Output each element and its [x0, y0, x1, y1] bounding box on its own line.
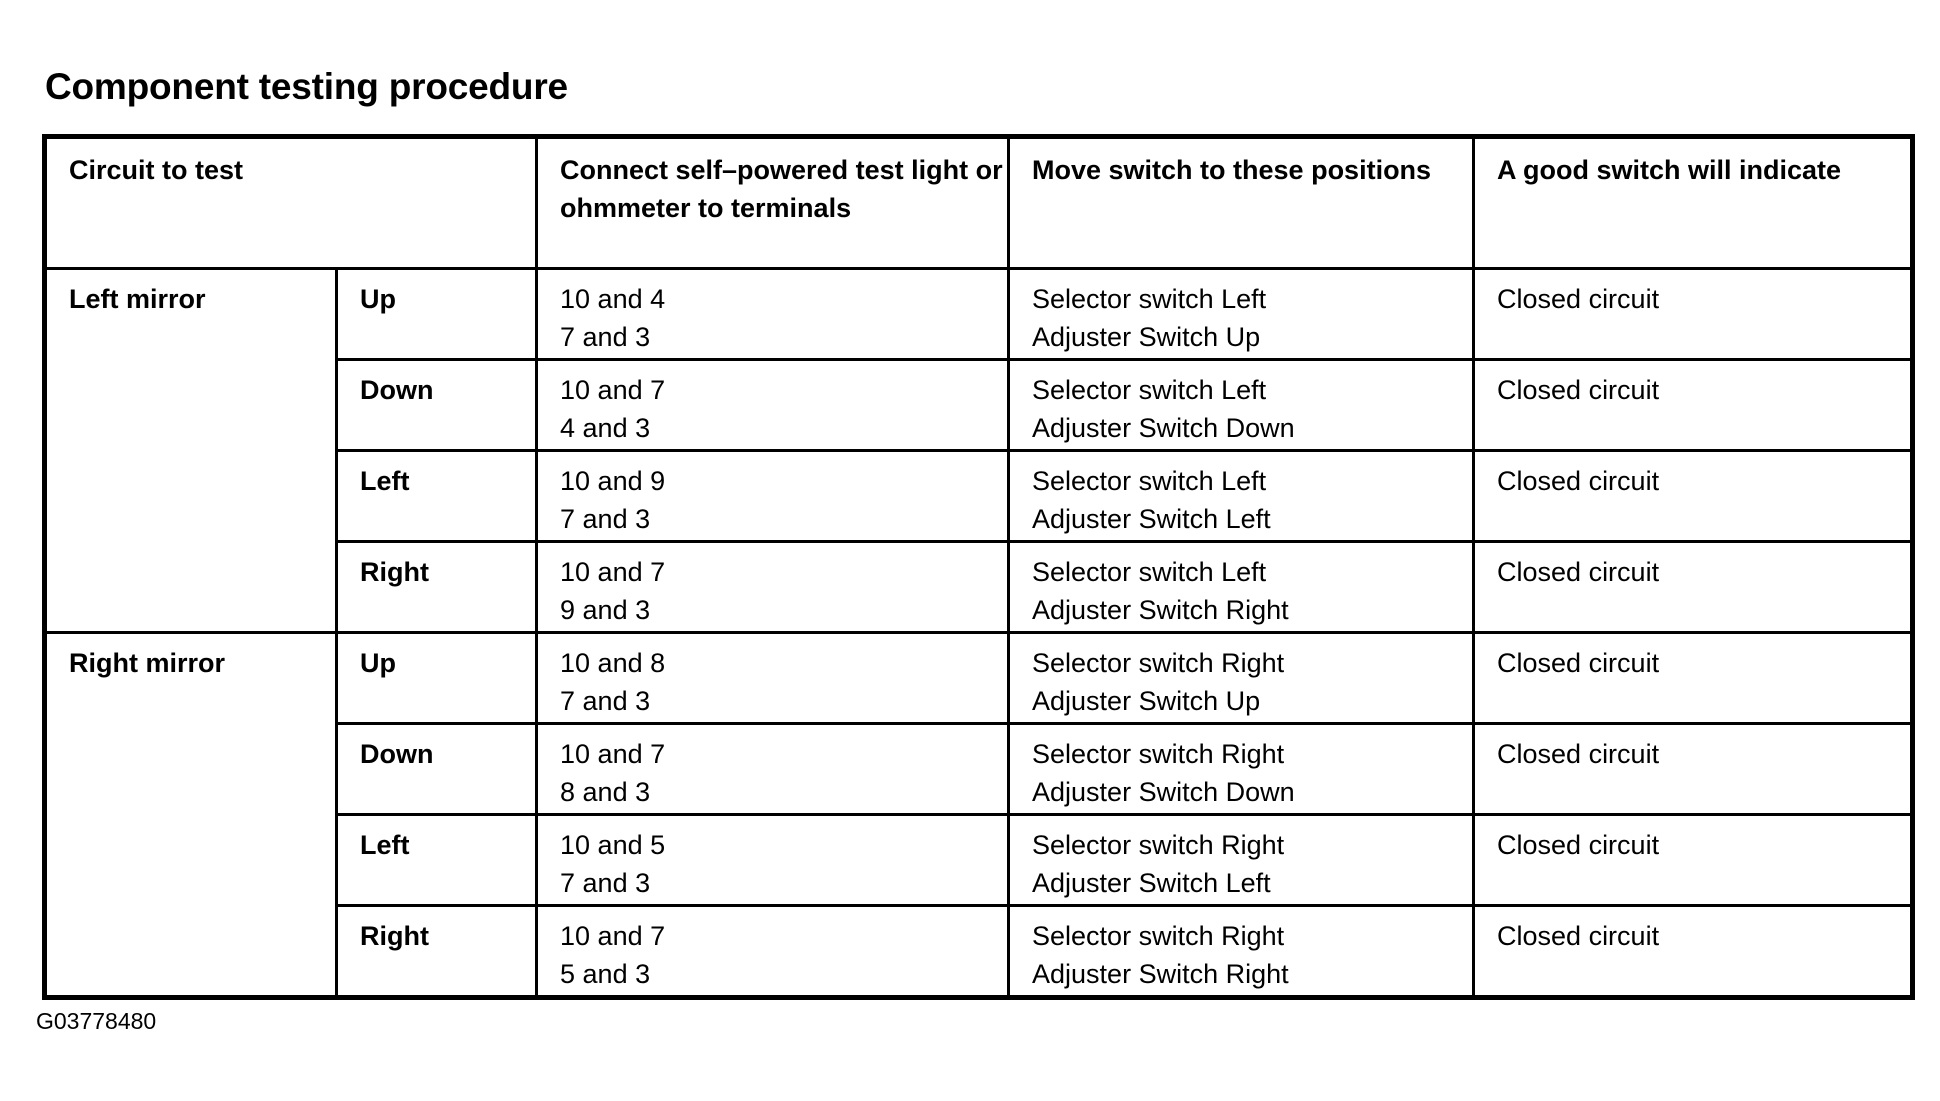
switch-position: Adjuster Switch Up [1032, 322, 1261, 352]
direction-cell: Left [337, 815, 537, 906]
terminals-cell [537, 906, 1009, 998]
terminal-pair: 9 and 3 [560, 595, 651, 625]
figure-id: G03778480 [36, 1008, 157, 1034]
switch-position: Selector switch Left [1032, 557, 1267, 587]
table-row [45, 633, 1913, 724]
switch-positions-cell [1009, 360, 1474, 451]
terminal-pair: 10 and 7 [560, 921, 666, 951]
switch-position: Adjuster Switch Up [1032, 686, 1261, 716]
switch-position: Selector switch Left [1032, 375, 1267, 405]
terminal-pair: 10 and 8 [560, 648, 666, 678]
terminal-pair: 8 and 3 [560, 777, 651, 807]
header-switch-positions: Move switch to these positions [1009, 137, 1474, 269]
terminals-cell [537, 633, 1009, 724]
terminals-cell [537, 724, 1009, 815]
switch-position: Selector switch Right [1032, 921, 1285, 951]
header-terminals: Connect self–powered test light or ohmmeter to terminals [537, 137, 1009, 269]
switch-positions-cell [1009, 542, 1474, 633]
switch-position: Adjuster Switch Right [1032, 595, 1289, 625]
switch-position: Adjuster Switch Right [1032, 959, 1289, 989]
direction-cell: Right [337, 542, 537, 633]
result-cell: Closed circuit [1474, 724, 1913, 815]
terminals-cell [537, 360, 1009, 451]
result-cell: Closed circuit [1474, 542, 1913, 633]
terminals-cell [537, 269, 1009, 360]
page-title: Component testing procedure [45, 66, 568, 107]
circuit-group-label: Left mirror [45, 269, 337, 633]
terminal-pair: 10 and 5 [560, 830, 666, 860]
switch-positions-cell [1009, 815, 1474, 906]
terminals-cell [537, 815, 1009, 906]
result-cell: Closed circuit [1474, 633, 1913, 724]
direction-cell: Left [337, 451, 537, 542]
result-cell: Closed circuit [1474, 451, 1913, 542]
switch-positions-cell [1009, 451, 1474, 542]
terminal-pair: 5 and 3 [560, 959, 651, 989]
result-cell: Closed circuit [1474, 360, 1913, 451]
switch-position: Selector switch Right [1032, 648, 1285, 678]
direction-cell: Up [337, 269, 537, 360]
header-circuit-to-test: Circuit to test [45, 137, 537, 269]
terminal-pair: 7 and 3 [560, 322, 651, 352]
header-good-switch-indicates: A good switch will indicate [1474, 137, 1913, 269]
result-cell: Closed circuit [1474, 906, 1913, 998]
component-testing-table [42, 134, 1915, 1000]
terminals-cell [537, 451, 1009, 542]
terminal-pair: 7 and 3 [560, 504, 651, 534]
terminal-pair: 10 and 7 [560, 375, 666, 405]
direction-cell: Right [337, 906, 537, 998]
direction-cell: Down [337, 360, 537, 451]
table-header-row [45, 137, 1913, 269]
table-body [45, 269, 1913, 998]
switch-positions-cell [1009, 269, 1474, 360]
switch-position: Adjuster Switch Left [1032, 868, 1271, 898]
switch-position: Selector switch Left [1032, 466, 1267, 496]
switch-position: Selector switch Right [1032, 739, 1285, 769]
terminal-pair: 10 and 7 [560, 739, 666, 769]
switch-position: Adjuster Switch Down [1032, 777, 1295, 807]
terminal-pair: 10 and 4 [560, 284, 666, 314]
result-cell: Closed circuit [1474, 815, 1913, 906]
terminal-pair: 10 and 9 [560, 466, 666, 496]
switch-position: Selector switch Left [1032, 284, 1267, 314]
circuit-group-label: Right mirror [45, 633, 337, 998]
switch-positions-cell [1009, 633, 1474, 724]
table-row [45, 269, 1913, 360]
switch-position: Adjuster Switch Down [1032, 413, 1295, 443]
direction-cell: Down [337, 724, 537, 815]
terminal-pair: 4 and 3 [560, 413, 651, 443]
terminal-pair: 7 and 3 [560, 686, 651, 716]
terminal-pair: 7 and 3 [560, 868, 651, 898]
switch-positions-cell [1009, 724, 1474, 815]
direction-cell: Up [337, 633, 537, 724]
switch-position: Selector switch Right [1032, 830, 1285, 860]
result-cell: Closed circuit [1474, 269, 1913, 360]
terminal-pair: 10 and 7 [560, 557, 666, 587]
switch-position: Adjuster Switch Left [1032, 504, 1271, 534]
terminals-cell [537, 542, 1009, 633]
switch-positions-cell [1009, 906, 1474, 998]
